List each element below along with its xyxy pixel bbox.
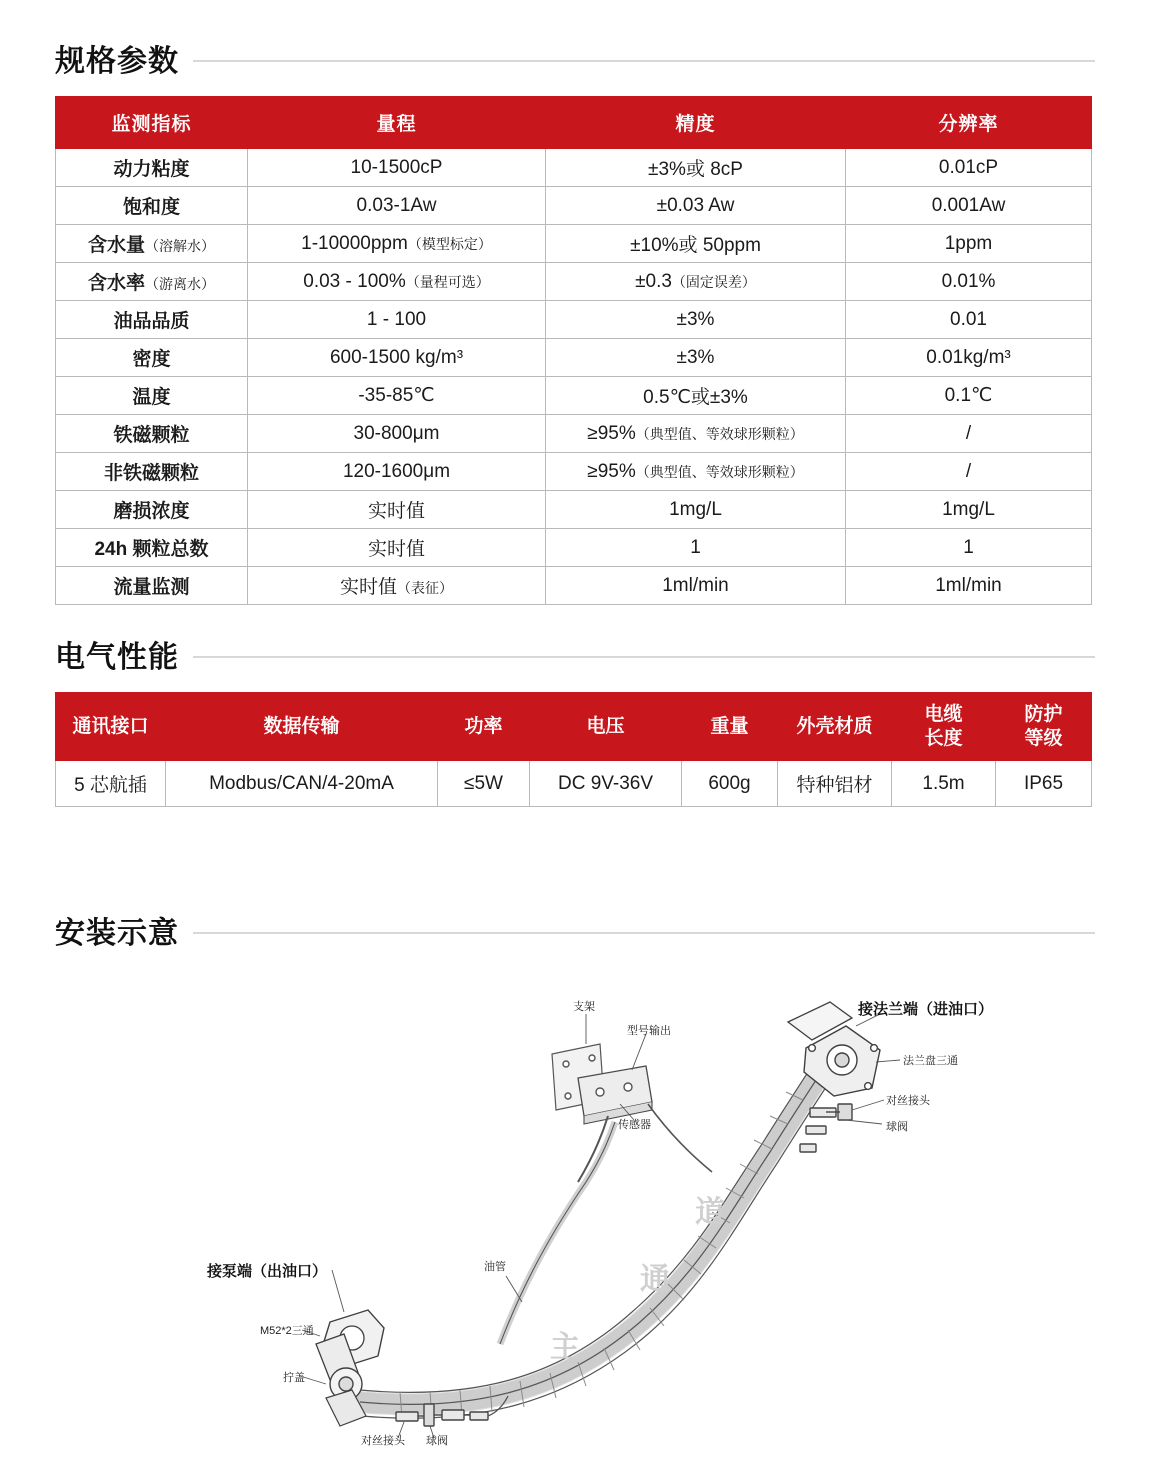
elec-value-cable-length: 1.5m	[892, 761, 996, 807]
electrical-table	[55, 692, 1092, 807]
spec-col-header-resolution: 分辨率	[846, 97, 1092, 149]
elec-value-shell-material: 特种铝材	[778, 761, 892, 807]
label-signal-output: 型号输出	[627, 1025, 671, 1037]
row-resolution: 0.01cP	[846, 149, 1092, 187]
row-accuracy: 1	[546, 529, 846, 567]
label-ball-valve-left: 球阀	[426, 1435, 448, 1447]
label-thread-joint-right: 对丝接头	[886, 1095, 930, 1107]
row-range: 10-1500cP	[248, 149, 546, 187]
table-row	[56, 415, 1092, 453]
row-accuracy: 1mg/L	[546, 491, 846, 529]
row-accuracy: ≥95%（典型值、等效球形颗粒）	[546, 415, 846, 453]
row-accuracy: ±10%或 50ppm	[546, 225, 846, 263]
row-range: 实时值	[248, 491, 546, 529]
label-oil-pipe: 油管	[484, 1261, 506, 1273]
row-label: 磨损浓度	[56, 491, 248, 529]
label-sensor: 传感器	[618, 1119, 651, 1131]
elec-col-header-protection-rating: 防护 等级	[996, 693, 1092, 761]
installation-section-header	[55, 908, 1095, 952]
elec-value-power: ≤5W	[438, 761, 530, 807]
header-rule	[193, 656, 1095, 658]
row-resolution: 1mg/L	[846, 491, 1092, 529]
row-accuracy: ±3%或 8cP	[546, 149, 846, 187]
table-row	[56, 377, 1092, 415]
row-range: 0.03 - 100%（量程可选）	[248, 263, 546, 301]
row-resolution: 0.01	[846, 301, 1092, 339]
elec-value-voltage: DC 9V-36V	[530, 761, 682, 807]
elec-col-header-voltage: 电压	[530, 693, 682, 761]
spec-table	[55, 96, 1092, 605]
table-row	[56, 567, 1092, 605]
spec-col-header-accuracy: 精度	[546, 97, 846, 149]
elec-value-data-transfer: Modbus/CAN/4-20mA	[166, 761, 438, 807]
row-range: 600-1500 kg/m³	[248, 339, 546, 377]
row-label: 含水率（游离水）	[56, 263, 248, 301]
label-cap: 拧盖	[283, 1372, 305, 1384]
table-row	[56, 301, 1092, 339]
row-accuracy: ±0.03 Aw	[546, 187, 846, 225]
label-m52-tee: M52*2三通	[260, 1325, 314, 1337]
watermark-char-1: 道	[695, 1196, 725, 1229]
header-rule	[193, 932, 1095, 934]
header-rule	[193, 60, 1095, 62]
elec-col-header-interface: 通讯接口	[56, 693, 166, 761]
elec-value-weight: 600g	[682, 761, 778, 807]
row-resolution: 0.001Aw	[846, 187, 1092, 225]
installation-diagram-svg	[0, 992, 1159, 1462]
elec-col-header-cable-length: 电缆 长度	[892, 693, 996, 761]
watermark-char-3: 主	[550, 1331, 580, 1364]
label-flange-end: 接法兰端（进油口）	[858, 1001, 994, 1018]
row-label: 铁磁颗粒	[56, 415, 248, 453]
row-accuracy: ≥95%（典型值、等效球形颗粒）	[546, 453, 846, 491]
row-accuracy: 1ml/min	[546, 567, 846, 605]
row-label: 24h 颗粒总数	[56, 529, 248, 567]
row-label: 动力粘度	[56, 149, 248, 187]
row-label: 饱和度	[56, 187, 248, 225]
row-accuracy: ±3%	[546, 339, 846, 377]
table-row	[56, 761, 1092, 807]
spec-section	[0, 36, 1095, 605]
table-row	[56, 149, 1092, 187]
spec-section-header	[55, 36, 1095, 80]
elec-col-header-weight: 重量	[682, 693, 778, 761]
row-label: 油品品质	[56, 301, 248, 339]
elec-col-header-shell-material: 外壳材质	[778, 693, 892, 761]
row-resolution: 1	[846, 529, 1092, 567]
elec-col-header-data-transfer: 数据传输	[166, 693, 438, 761]
row-range: 30-800μm	[248, 415, 546, 453]
table-row	[56, 187, 1092, 225]
row-range: -35-85℃	[248, 377, 546, 415]
row-accuracy: ±0.3（固定误差）	[546, 263, 846, 301]
electrical-section-header	[55, 632, 1095, 676]
table-row	[56, 263, 1092, 301]
elec-value-protection-rating: IP65	[996, 761, 1092, 807]
row-range: 1-10000ppm（模型标定）	[248, 225, 546, 263]
table-header-row	[56, 97, 1092, 149]
spec-col-header-metric: 监测指标	[56, 97, 248, 149]
table-row	[56, 529, 1092, 567]
row-label: 含水量（溶解水）	[56, 225, 248, 263]
label-bracket: 支架	[573, 1001, 595, 1013]
row-resolution: 0.01kg/m³	[846, 339, 1092, 377]
installation-diagram	[0, 992, 1159, 1462]
elec-col-header-power: 功率	[438, 693, 530, 761]
row-resolution: 1ml/min	[846, 567, 1092, 605]
label-ball-valve-right: 球阀	[886, 1121, 908, 1133]
electrical-section	[0, 632, 1095, 807]
row-label: 非铁磁颗粒	[56, 453, 248, 491]
electrical-section-title: 电气性能	[55, 641, 179, 674]
row-resolution: 0.01%	[846, 263, 1092, 301]
row-label: 密度	[56, 339, 248, 377]
row-accuracy: 0.5℃或±3%	[546, 377, 846, 415]
row-resolution: 1ppm	[846, 225, 1092, 263]
row-range: 实时值（表征）	[248, 567, 546, 605]
row-resolution: /	[846, 453, 1092, 491]
table-row	[56, 453, 1092, 491]
label-flange-tee: 法兰盘三通	[903, 1055, 958, 1067]
table-row	[56, 225, 1092, 263]
row-resolution: 0.1℃	[846, 377, 1092, 415]
row-range: 120-1600μm	[248, 453, 546, 491]
label-pump-end: 接泵端（出油口）	[207, 1263, 328, 1280]
row-label: 温度	[56, 377, 248, 415]
table-row	[56, 339, 1092, 377]
table-header-row	[56, 693, 1092, 761]
watermark-char-2: 通	[640, 1263, 670, 1296]
row-label: 流量监测	[56, 567, 248, 605]
installation-section	[0, 908, 1159, 1462]
label-thread-joint-left: 对丝接头	[361, 1435, 405, 1447]
row-range: 1 - 100	[248, 301, 546, 339]
row-accuracy: ±3%	[546, 301, 846, 339]
table-row	[56, 491, 1092, 529]
elec-value-interface: 5 芯航插	[56, 761, 166, 807]
installation-section-title: 安装示意	[55, 917, 179, 950]
row-range: 0.03-1Aw	[248, 187, 546, 225]
row-range: 实时值	[248, 529, 546, 567]
spec-section-title: 规格参数	[55, 45, 179, 78]
spec-col-header-range: 量程	[248, 97, 546, 149]
row-resolution: /	[846, 415, 1092, 453]
